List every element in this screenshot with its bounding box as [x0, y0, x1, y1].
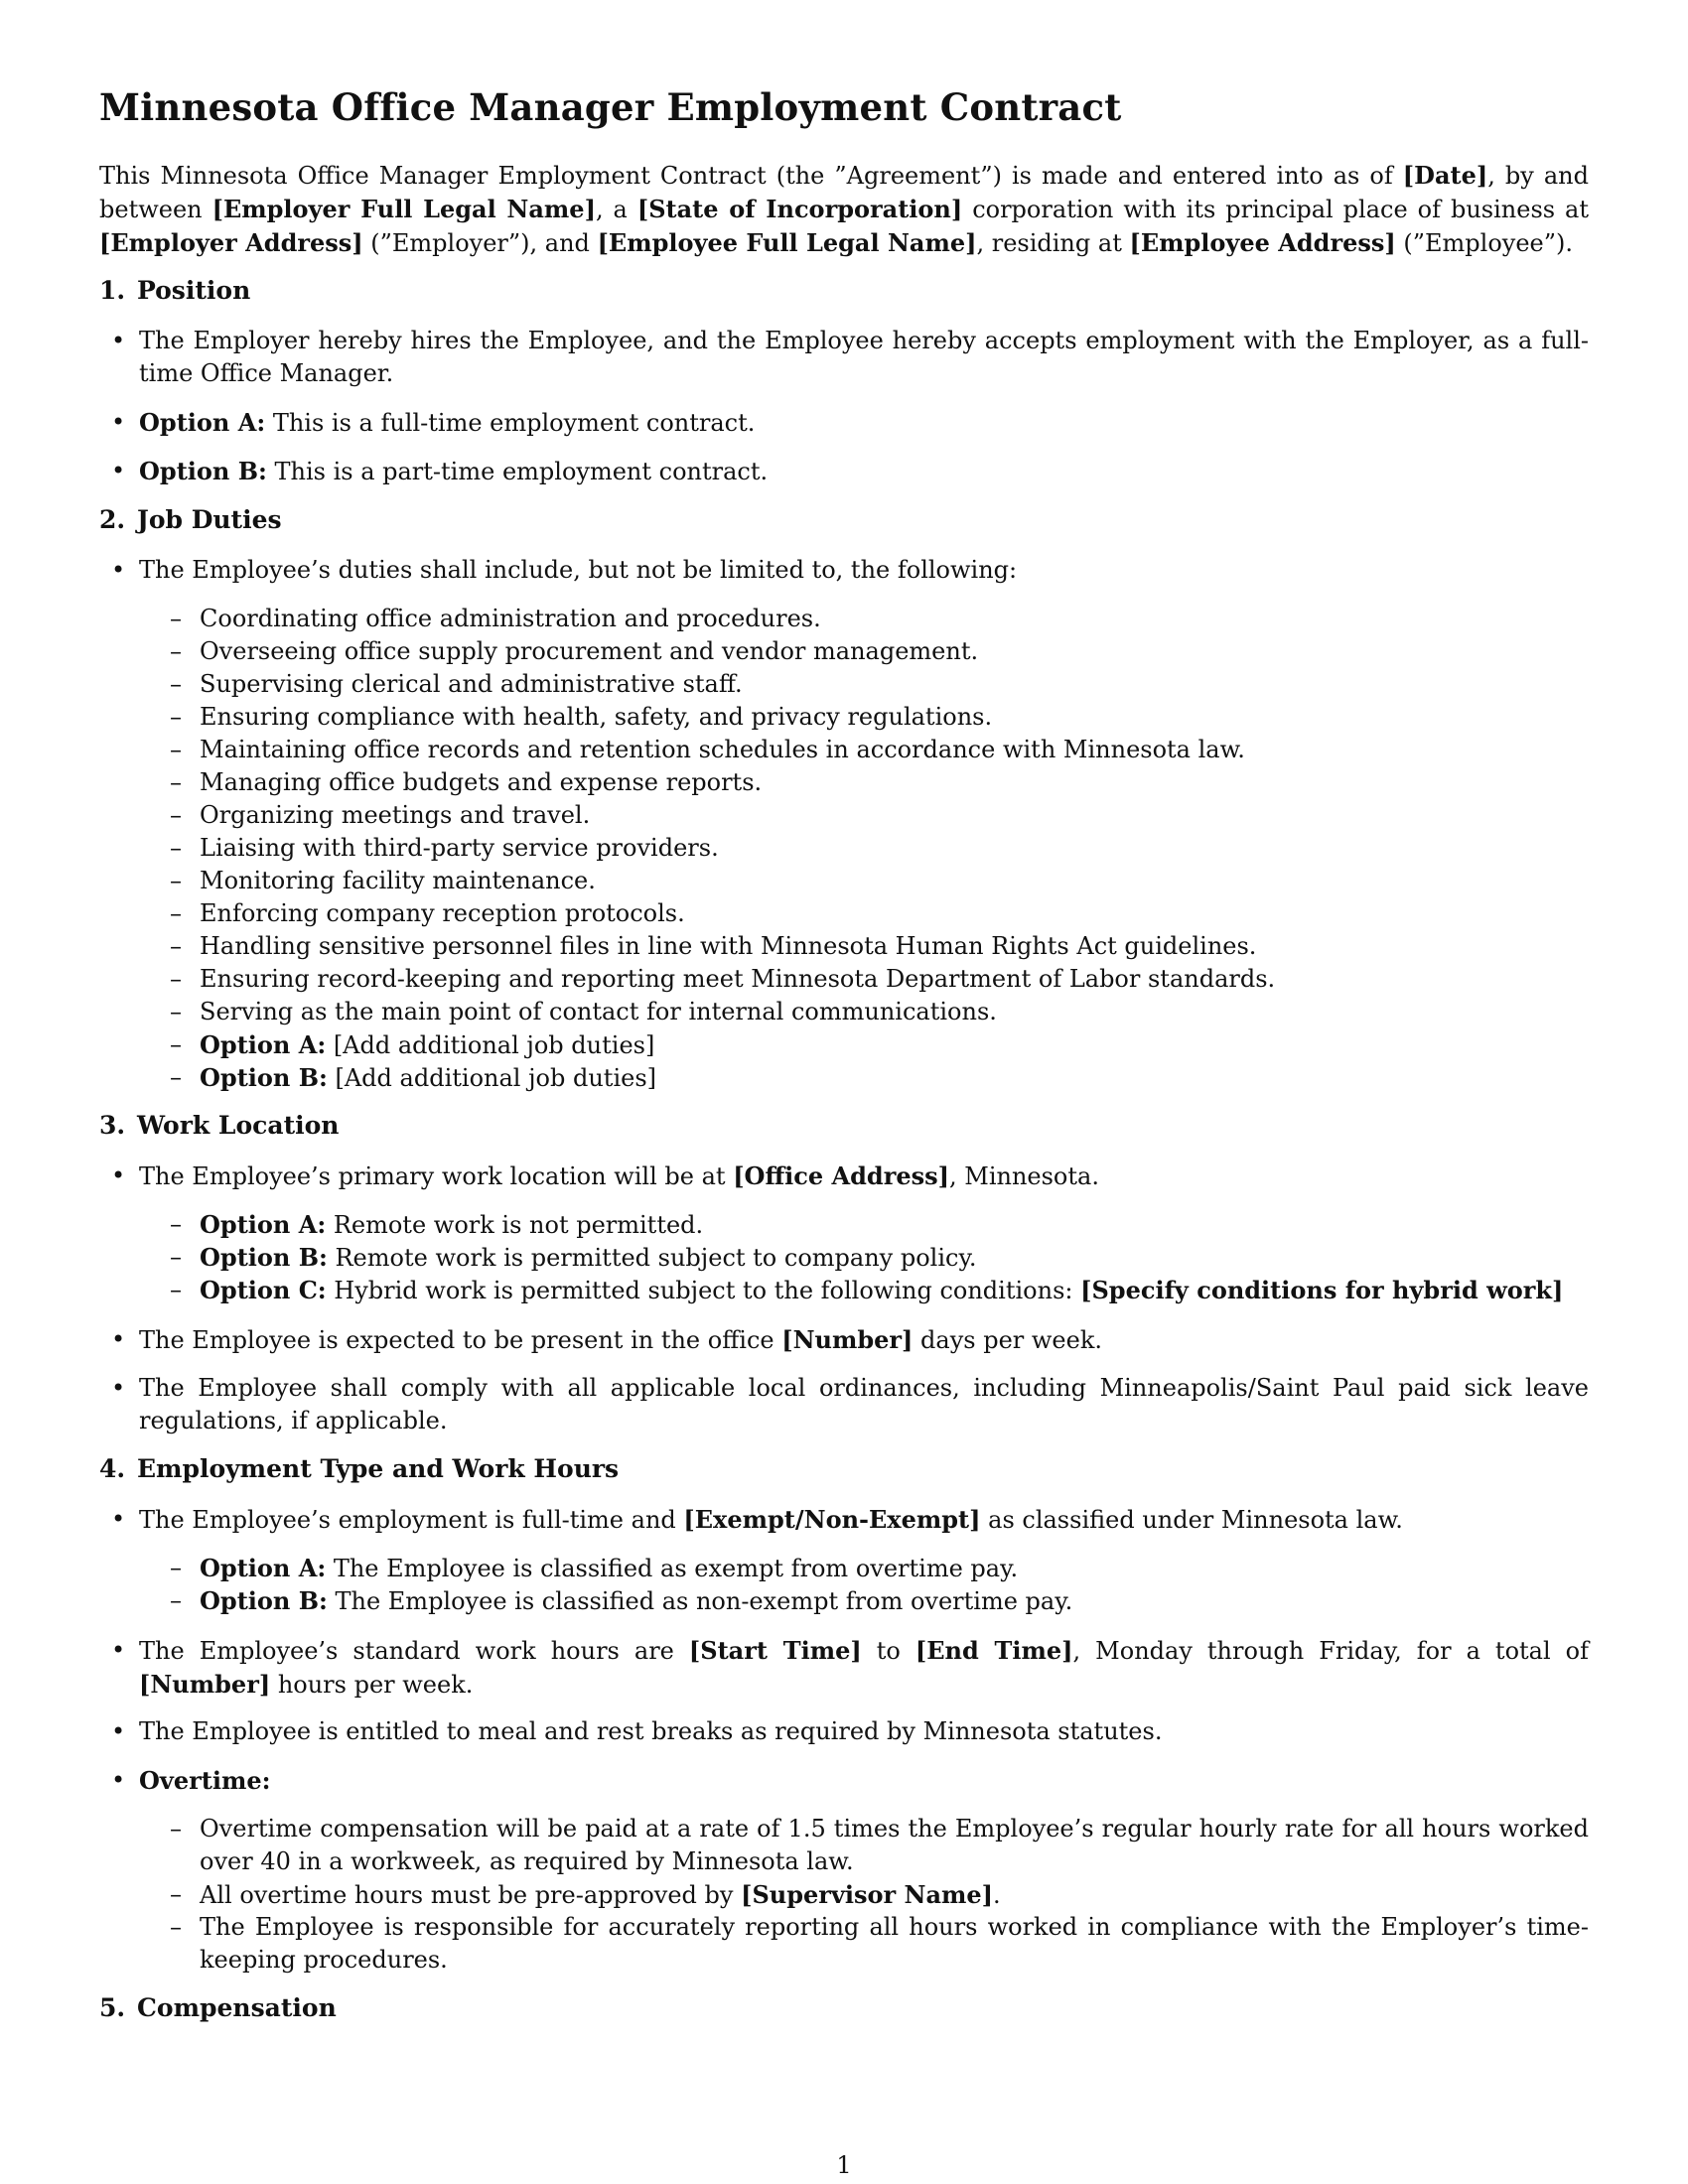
- section-heading-job-duties: 2. Job Duties: [99, 505, 282, 534]
- document-page: [99, 0, 1589, 2184]
- section-heading-employment-type: 4. Employment Type and Work Hours: [99, 1454, 620, 1483]
- supervisor-placeholder: [Supervisor Name]: [741, 1880, 994, 1909]
- duty-item: – Option B: [Add additional job duties]: [200, 1061, 1589, 1095]
- date-placeholder: [Date]: [1402, 161, 1488, 190]
- document-title: Minnesota Office Manager Employment Contract: [99, 85, 1122, 129]
- employer-name-placeholder: [Employer Full Legal Name]: [211, 195, 596, 223]
- duty-item: – Supervising clerical and administrative staff.: [200, 668, 1589, 701]
- employer-address-placeholder: [Employer Address]: [99, 228, 363, 257]
- duty-item: – Organizing meetings and travel.: [200, 799, 1589, 832]
- duty-item: – Ensuring record-keeping and reporting meet Minnesota Department of Labor standards.: [200, 963, 1589, 996]
- hours-number-placeholder: [Number]: [139, 1670, 271, 1699]
- section-heading-compensation: 5. Compensation: [99, 1993, 337, 2022]
- days-number-placeholder: [Number]: [781, 1325, 914, 1354]
- duty-item: – Overseeing office supply procurement and vendor management.: [200, 635, 1589, 668]
- duty-item: – Monitoring facility maintenance.: [200, 865, 1589, 897]
- option-item: – Option A: Remote work is not permitted.: [200, 1208, 1589, 1242]
- option-item: – Option B: Remote work is permitted subject to company policy.: [200, 1241, 1589, 1275]
- bullet-item: • The Employee’s employment is full-time and [Exempt/Non-Exempt] as classified under Minnesota law.: [139, 1503, 1589, 1537]
- duty-item: – Managing office budgets and expense reports.: [200, 766, 1589, 799]
- page-number: 1: [836, 2151, 852, 2179]
- bullet-item: • The Employee shall comply with all applicable local ordinances, including Minneapolis/Saint Paul paid sick leave regulations, if applicable.: [139, 1372, 1589, 1437]
- employee-address-placeholder: [Employee Address]: [1129, 228, 1396, 257]
- duty-item: – Coordinating office administration and procedures.: [200, 603, 1589, 635]
- employee-name-placeholder: [Employee Full Legal Name]: [597, 228, 977, 257]
- state-placeholder: [State of Incorporation]: [636, 195, 963, 223]
- office-address-placeholder: [Office Address]: [733, 1161, 949, 1190]
- duty-item: – Enforcing company reception protocols.: [200, 897, 1589, 930]
- bullet-item: • Option B: This is a part-time employment contract.: [139, 455, 1589, 488]
- overtime-item: – All overtime hours must be pre-approved by [Supervisor Name].: [200, 1878, 1589, 1912]
- duty-item: – Serving as the main point of contact for internal communications.: [200, 996, 1589, 1028]
- overtime-item: – The Employee is responsible for accurately reporting all hours worked in compliance with the Employer’s time-keeping procedures.: [200, 1911, 1589, 1977]
- option-item: – Option A: The Employee is classified as exempt from overtime pay.: [200, 1552, 1589, 1585]
- duty-item: – Ensuring compliance with health, safety, and privacy regulations.: [200, 701, 1589, 734]
- start-time-placeholder: [Start Time]: [688, 1636, 862, 1665]
- duty-item: – Option A: [Add additional job duties]: [200, 1028, 1589, 1062]
- end-time-placeholder: [End Time]: [914, 1636, 1073, 1665]
- duty-item: – Maintaining office records and retention schedules in accordance with Minnesota law.: [200, 734, 1589, 766]
- bullet-item: • Overtime:: [139, 1764, 1589, 1798]
- duty-item: – Handling sensitive personnel files in line with Minnesota Human Rights Act guidelines.: [200, 930, 1589, 963]
- bullet-item: • The Employee’s standard work hours are [Start Time] to [End Time], Monday through Friday, for a total of [Number] hours per week.: [139, 1634, 1589, 1702]
- section-heading-work-location: 3. Work Location: [99, 1111, 340, 1140]
- intro-paragraph: This Minnesota Office Manager Employment Contract (the ”Agreement”) is made and entered into as of [Date], by and between [Employer Full Legal Name], a [State of Incorporation] corporation with its principal place of business at [Employer Address] (”Employer”), and [Employee Full Legal Name], residing at [Employee Address] (”Employee”).: [99, 161, 1590, 257]
- bullet-item: • The Employer hereby hires the Employee, and the Employee hereby accepts employment with the Employer, as a full-time Office Manager.: [139, 325, 1589, 390]
- bullet-item: • Option A: This is a full-time employment contract.: [139, 406, 1589, 440]
- bullet-item: • The Employee is entitled to meal and rest breaks as required by Minnesota statutes.: [139, 1715, 1589, 1748]
- bullet-item: • The Employee’s duties shall include, but not be limited to, the following:: [139, 554, 1589, 587]
- option-item: – Option C: Hybrid work is permitted subject to the following conditions: [Specify conditions for hybrid work]: [200, 1274, 1589, 1307]
- overtime-item: – Overtime compensation will be paid at a rate of 1.5 times the Employee’s regular hourly rate for all hours worked over 40 in a workweek, as required by Minnesota law.: [200, 1813, 1589, 1878]
- hybrid-conditions-placeholder: [Specify conditions for hybrid work]: [1080, 1276, 1564, 1304]
- section-heading-position: 1. Position: [99, 276, 251, 305]
- option-item: – Option B: The Employee is classified as non-exempt from overtime pay.: [200, 1584, 1589, 1618]
- exempt-placeholder: [Exempt/Non-Exempt]: [683, 1505, 981, 1534]
- duty-item: – Liaising with third-party service providers.: [200, 832, 1589, 865]
- bullet-item: • The Employee’s primary work location will be at [Office Address], Minnesota.: [139, 1160, 1589, 1193]
- bullet-item: • The Employee is expected to be present in the office [Number] days per week.: [139, 1323, 1589, 1357]
